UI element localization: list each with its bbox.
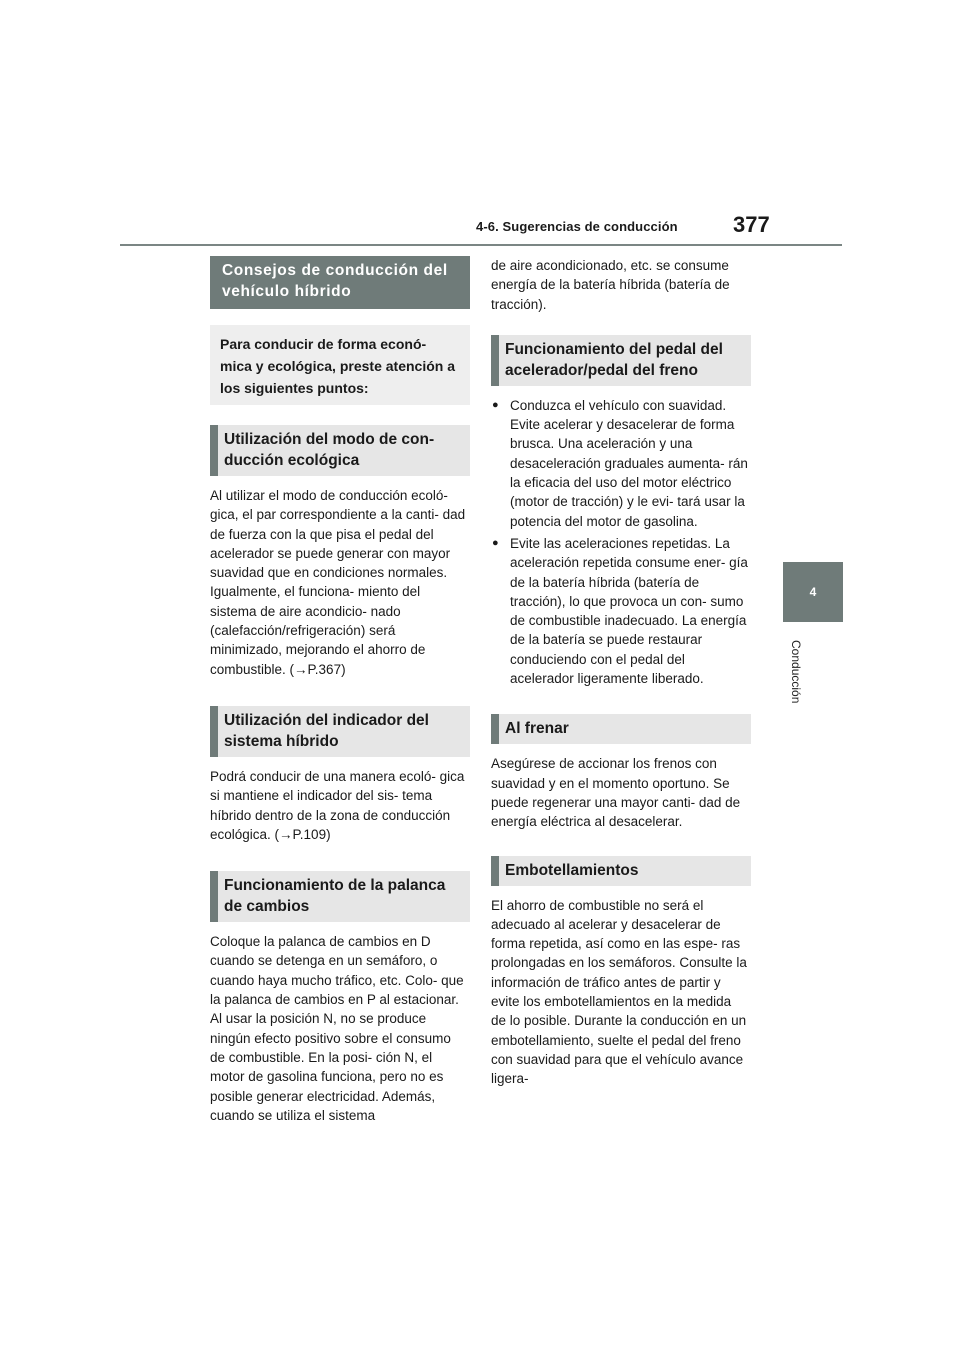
heading-pedals: Funcionamiento del pedal del acelerador/pedal del freno (491, 335, 751, 386)
traffic-jams-text: El ahorro de combustible no será el adecuado al acelerar y desacelerar de forma repetida, así como en las espe- ras prolongadas en los semáforos. Consulte la información de tráfico antes de partir y evite los embotellamientos en la medida de lo posible. Durante la conducción en un embotellamiento, suelte el pedal del freno con suavidad para que el vehículo avance ligera- (491, 897, 747, 1087)
list-item: ● Conduzca el vehículo con suavidad. Evite acelerar y desacelerar de forma brusca. Una aceleración y una desaceleración graduales aumenta- rán la eficacia del uso del motor eléctrico (motor de tracción) y le evi- tará usar la potencia del motor de gasolina. (491, 396, 751, 531)
left-column (210, 256, 470, 1125)
right-column (491, 256, 751, 1089)
heading-traffic-jams: Embotellamientos (491, 856, 751, 886)
hybrid-indicator-text: Podrá conducir de una manera ecoló- gica si mantiene el indicador del sis- tema híbrido dentro de la zona de conducción ecológica. (→P.109) (210, 768, 465, 842)
eco-mode-text: Al utilizar el modo de conducción ecoló- gica, el par correspondiente a la canti- dad de fuerza con la que pisa el pedal del acelerador se puede generar con mayor suavidad que en condiciones normales. Igualmente, el funciona- miento del sistema de aire acondicio- nado (calefacción/refrigeración) será minimizado, mejorando el ahorro de combustible. (→P.367) (210, 488, 466, 677)
chapter-label (783, 632, 809, 712)
intro-box: Para conducir de forma econó- mica y ecológica, preste atención a los siguientes puntos: (210, 325, 470, 405)
running-header-section: 4-6. Sugerencias de conducción (476, 219, 678, 234)
main-heading: Consejos de conducción del vehículo híbrido (210, 256, 470, 309)
heading-hybrid-indicator: Utilización del indicador del sistema híbrido (210, 706, 470, 757)
braking-text: Asegúrese de accionar los frenos con suavidad y en el momento oportuno. Se puede regenerar una mayor canti- dad de energía eléctrica al desacelerar. (491, 756, 741, 830)
header-rule (120, 244, 842, 246)
heading-eco-mode: Utilización del modo de con- ducción ecológica (210, 425, 470, 476)
shift-lever-text: Coloque la palanca de cambios en D cuando se detenga en un semáforo, o cuando haya mucho tráfico, etc. Colo- que la palanca de cambios en P al estacionar. Al usar la posición N, no se produce ningún efecto positivo sobre el consumo de combustible. En la posi- ción N, el motor de gasolina funciona, pero no es posible generar electricidad. Además, cuando se utiliza el sistema (210, 934, 464, 1123)
chapter-label-text: Conducción (789, 640, 803, 704)
heading-braking: Al frenar (491, 714, 751, 744)
chapter-number: 4 (809, 585, 817, 599)
page-number: 377 (733, 212, 770, 237)
continuation-text: de aire acondicionado, etc. se consume energía de la batería híbrida (batería de tracción). (491, 258, 730, 312)
list-item: ● Evite las aceleraciones repetidas. La aceleración repetida consume ener- gía de la batería híbrida (batería de tracción), lo que provoca un con- sumo de combustible inadecuado. La energía de la batería se puede restaurar conduciendo con el pedal del acelerador ligeramente liberado. (491, 534, 751, 688)
chapter-tab[interactable] (783, 562, 843, 622)
heading-shift-lever: Funcionamiento de la palanca de cambios (210, 871, 470, 922)
